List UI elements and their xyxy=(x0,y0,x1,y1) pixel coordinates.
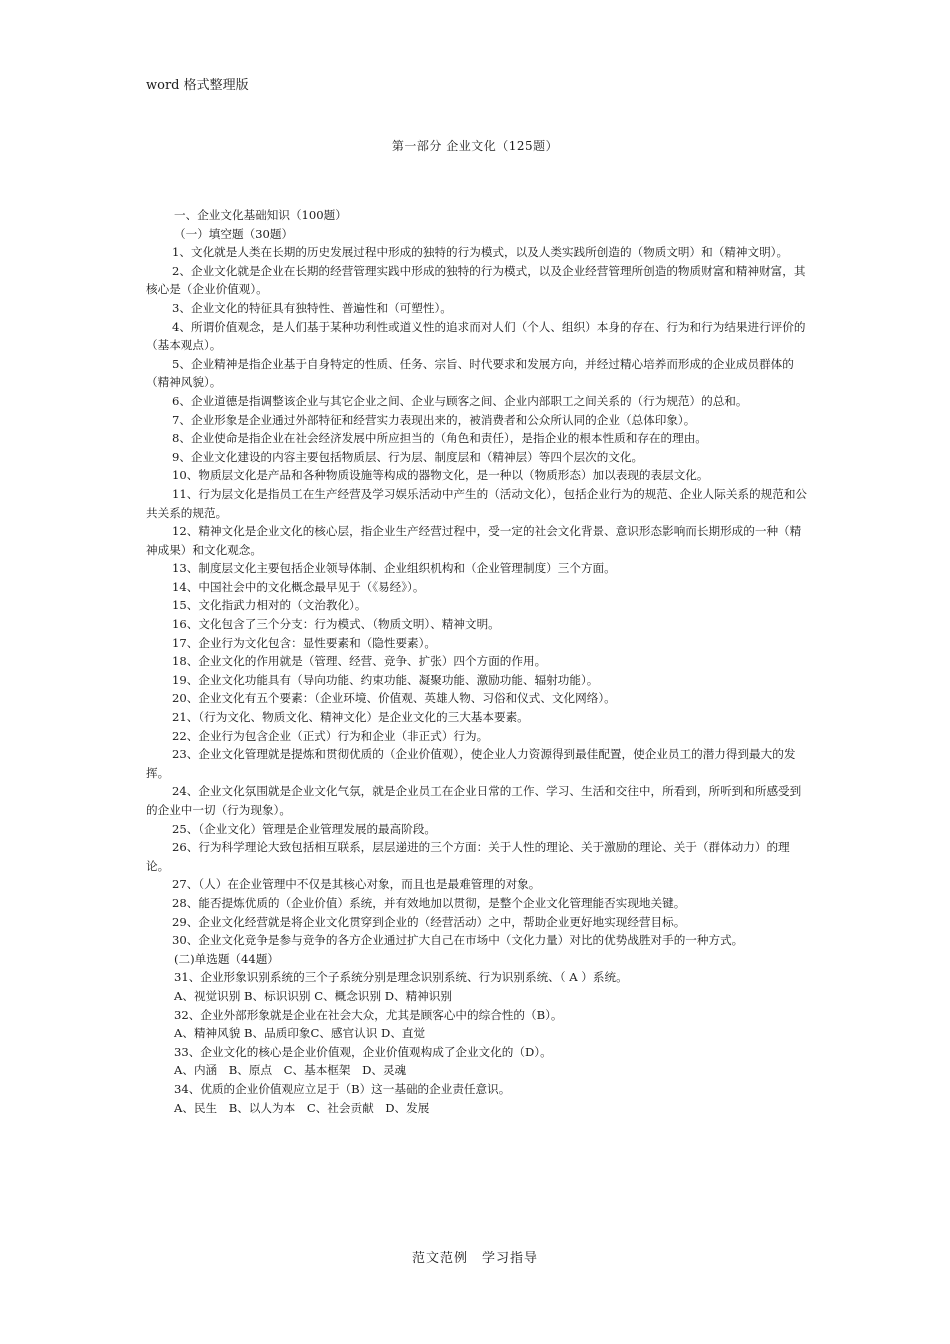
question-item: 30、企业文化竞争是参与竞争的各方企业通过扩大自己在市场中（文化力量）对比的优势战胜对手的一种方式。 xyxy=(172,933,744,948)
question-item: 2、企业文化就是企业在长期的经营管理实践中形成的独特的行为模式，以及企业经营管理所创造的物质财富和精神财富，其核心是（企业价值观）。 xyxy=(146,263,806,297)
question-item: 29、企业文化经营就是将企业文化贯穿到企业的（经营活动）之中，帮助企业更好地实现经营目标。 xyxy=(172,914,686,929)
question-item: 21、（行为文化、物质文化、精神文化）是企业文化的三大基本要素。 xyxy=(172,710,529,725)
question-item: 27、（人）在企业管理中不仅是其核心对象，而且也是最难管理的对象。 xyxy=(172,877,541,892)
subsection-heading-single-choice: (二)单选题（44题） xyxy=(174,951,279,966)
page-footer: 范文范例 学习指导 xyxy=(411,1251,538,1266)
question-item: 12、精神文化是企业文化的核心层，指企业生产经营过程中，受一定的社会文化背景、意识形态影响而长期形成的一种（精神成果）和文化观念。 xyxy=(146,524,802,557)
single-choice-question-list xyxy=(146,968,808,1117)
question-item: 7、企业形象是企业通过外部特征和经营实力表现出来的，被消费者和公众所认同的企业（总体印象）。 xyxy=(172,412,696,427)
question-item: 5、企业精神是指企业基于自身特定的性质、任务、宗旨、时代要求和发展方向，并经过精心培养而形成的企业成员群体的（精神风貌）。 xyxy=(146,356,794,390)
section-heading: 一、企业文化基础知识（100题） xyxy=(174,208,347,222)
question-item: 14、中国社会中的文化概念最早见于（《易经》）。 xyxy=(172,579,425,594)
fill-in-question-list xyxy=(146,243,808,950)
page-header: word 格式整理版 xyxy=(146,78,249,93)
question-item: 1、文化就是人类在长期的历史发展过程中形成的独特的行为模式，以及人类实践所创造的（物质文明）和（精神文明）。 xyxy=(172,245,789,260)
answer-options: A、精神风貌 B、品质印象C、感官认识 D、直觉 xyxy=(174,1026,426,1041)
question-item: 23、企业文化管理就是提炼和贯彻优质的（企业价值观），使企业人力资源得到最佳配置，使企业员工的潜力得到最大的发挥。 xyxy=(146,747,796,780)
question-item: 31、企业形象识别系统的三个子系统分别是理念识别系统、行为识别系统、（ A ）系统。 xyxy=(174,970,628,985)
question-item: 10、物质层文化是产品和各种物质设施等构成的器物文化，是一种以（物质形态）加以表现的表层文化。 xyxy=(172,468,709,483)
question-item: 20、企业文化有五个要素：（企业环境、价值观、英雄人物、习俗和仪式、文化网络）。 xyxy=(172,691,616,706)
question-item: 6、企业道德是指调整该企业与其它企业之间、企业与顾客之间、企业内部职工之间关系的（行为规范）的总和。 xyxy=(172,393,748,408)
question-item: 26、行为科学理论大致包括相互联系，层层递进的三个方面：关于人性的理论、关于激励的理论、关于（群体动力）的理论。 xyxy=(146,840,790,873)
question-item: 25、（企业文化）管理是企业管理发展的最高阶段。 xyxy=(172,821,437,836)
question-item: 24、企业文化氛围就是企业文化气氛，就是企业员工在企业日常的工作、学习、生活和交往中，所看到，所听到和所感受到的企业中一切（行为现象）。 xyxy=(146,784,802,817)
question-item: 4、所谓价值观念，是人们基于某种功利性或道义性的追求而对人们（个人、组织）本身的存在、行为和行为结果进行评价的（基本观点）。 xyxy=(146,319,806,353)
question-item: 19、企业文化功能具有（导向功能、约束功能、凝聚功能、激励功能、辐射功能）。 xyxy=(172,672,599,687)
question-item: 34、优质的企业价值观应立足于（B）这一基础的企业责任意识。 xyxy=(174,1081,511,1096)
question-item: 15、文化指武力相对的（文治教化）。 xyxy=(172,598,367,613)
question-item: 9、企业文化建设的内容主要包括物质层、行为层、制度层和（精神层）等四个层次的文化。 xyxy=(172,449,644,464)
question-item: 28、能否提炼优质的（企业价值）系统，并有效地加以贯彻，是整个企业文化管理能否实现地关键。 xyxy=(172,895,686,910)
question-item: 16、文化包含了三个分支：行为模式、（物质文明）、精神文明。 xyxy=(172,617,500,632)
question-item: 3、企业文化的特征具有独特性、普遍性和（可塑性）。 xyxy=(172,300,452,315)
question-item: 11、行为层文化是指员工在生产经营及学习娱乐活动中产生的（活动文化），包括企业行为的规范、企业人际关系的规范和公共关系的规范。 xyxy=(146,486,808,520)
question-item: 8、企业使命是指企业在社会经济发展中所应担当的（角色和责任），是指企业的根本性质和存在的理由。 xyxy=(172,431,707,446)
answer-options: A、内涵 B、原点 C、基本框架 D、灵魂 xyxy=(174,1063,407,1078)
answer-options: A、视觉识别 B、标识识别 C、概念识别 D、精神识别 xyxy=(174,988,452,1003)
document-title: 第一部分 企业文化（125题） xyxy=(391,139,559,153)
question-item: 18、企业文化的作用就是（管理、经营、竞争、扩张）四个方面的作用。 xyxy=(172,654,547,669)
question-item: 33、企业文化的核心是企业价值观，企业价值观构成了企业文化的（D）。 xyxy=(174,1044,552,1059)
document-body xyxy=(146,206,808,1117)
question-item: 32、企业外部形象就是企业在社会大众，尤其是顾客心中的综合性的（B）。 xyxy=(174,1007,563,1022)
question-item: 22、企业行为包含企业（正式）行为和企业（非正式）行为。 xyxy=(172,728,489,743)
answer-options: A、民生 B、以人为本 C、社会贡献 D、发展 xyxy=(174,1100,430,1115)
question-item: 13、制度层文化主要包括企业领导体制、企业组织机构和（企业管理制度）三个方面。 xyxy=(172,561,616,576)
subsection-heading-fill-in: （一）填空题（30题） xyxy=(174,226,294,241)
question-item: 17、企业行为文化包含：显性要素和（隐性要素）。 xyxy=(172,635,437,650)
